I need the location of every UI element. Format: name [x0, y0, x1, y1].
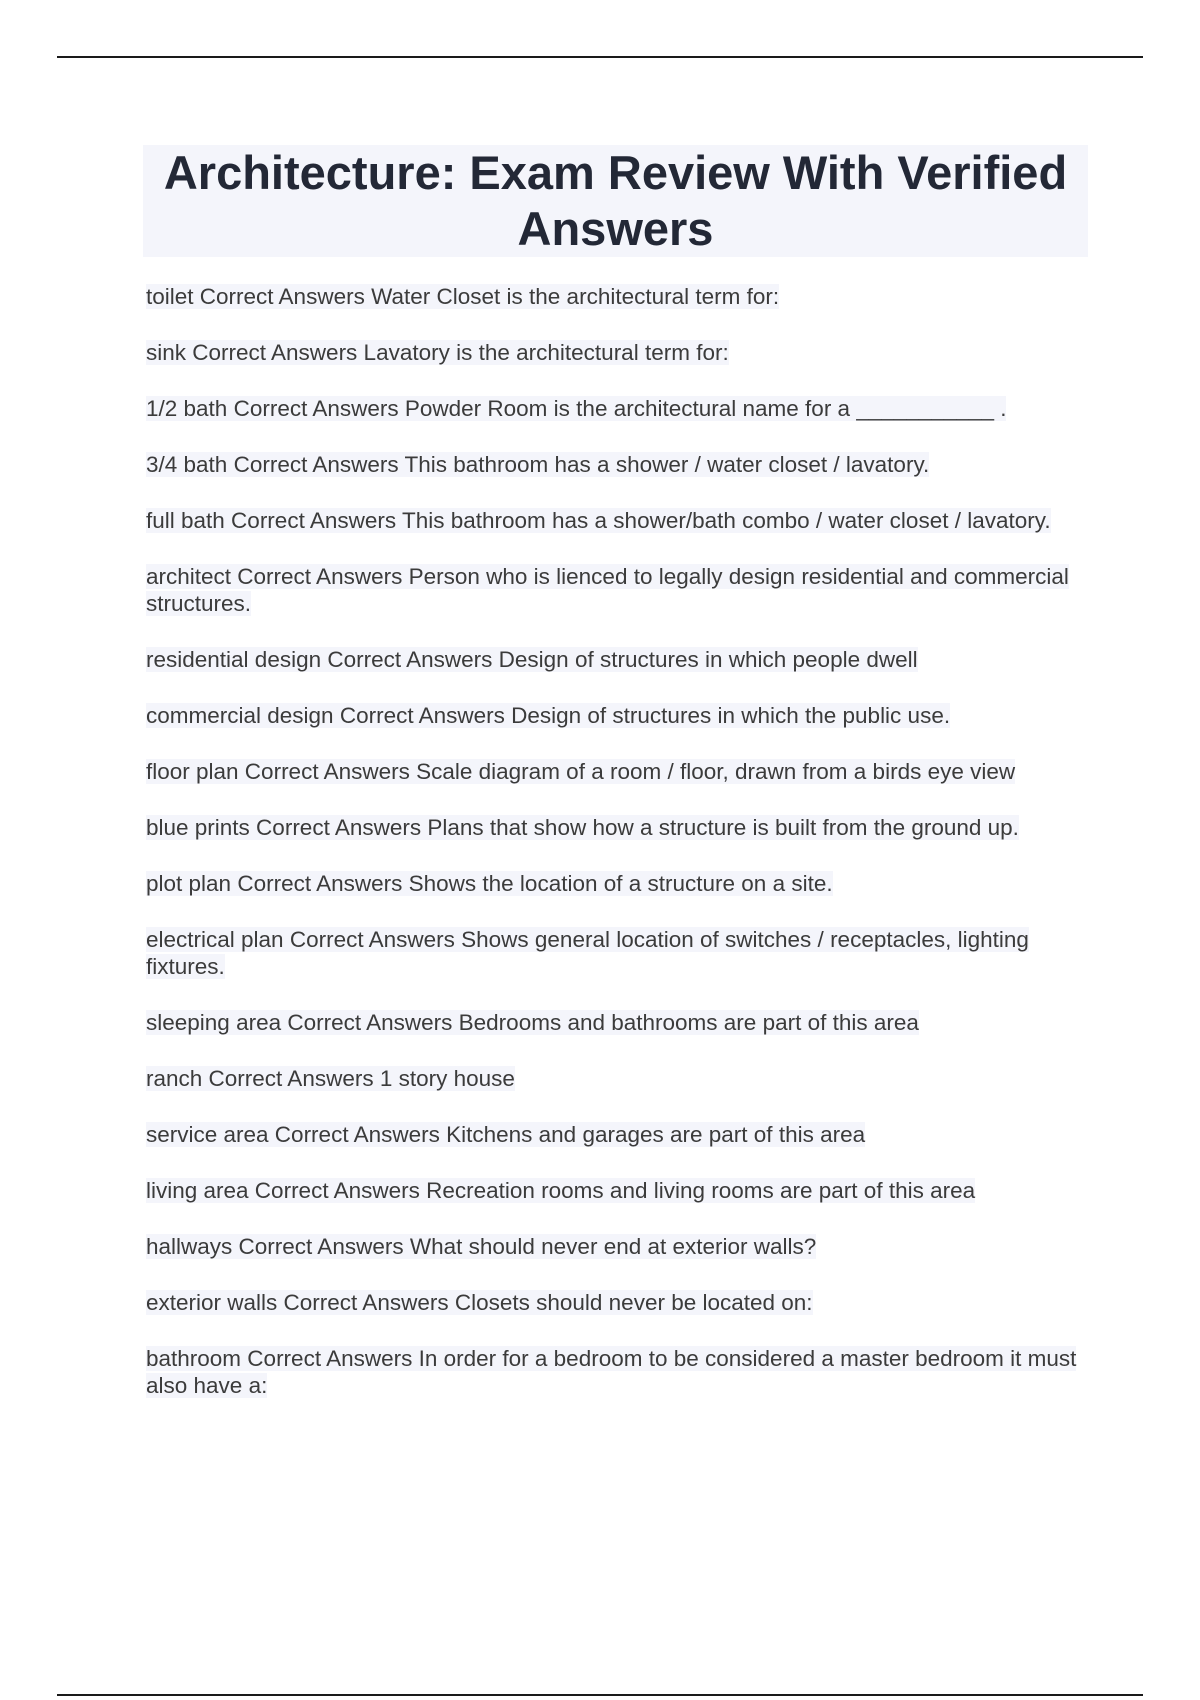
- qa-text: ranch Correct Answers 1 story house: [146, 1066, 515, 1091]
- qa-text: living area Correct Answers Recreation rooms and living rooms are part of this area: [146, 1178, 976, 1203]
- qa-item: [146, 1177, 1096, 1204]
- qa-item: [146, 926, 1096, 980]
- qa-item: [146, 1289, 1096, 1316]
- bottom-rule: [57, 1694, 1143, 1696]
- qa-item: [146, 451, 1096, 478]
- qa-item: [146, 1065, 1096, 1092]
- qa-item: [146, 1121, 1096, 1148]
- qa-text: architect Correct Answers Person who is lienced to legally design residential and commercial structures.: [146, 564, 1069, 616]
- qa-item: [146, 1233, 1096, 1260]
- document-title: Architecture: Exam Review With Verified Answers: [163, 146, 1068, 255]
- top-rule: [57, 56, 1143, 58]
- title-banner: [143, 145, 1088, 257]
- qa-item: [146, 339, 1096, 366]
- qa-item: [146, 395, 1096, 422]
- qa-text: sink Correct Answers Lavatory is the architectural term for:: [146, 340, 729, 365]
- qa-item: [146, 646, 1096, 673]
- qa-text: exterior walls Correct Answers Closets should never be located on:: [146, 1290, 813, 1315]
- qa-text: service area Correct Answers Kitchens and garages are part of this area: [146, 1122, 866, 1147]
- qa-text: 1/2 bath Correct Answers Powder Room is the architectural name for a ___________ .: [146, 396, 1007, 421]
- qa-text: toilet Correct Answers Water Closet is the architectural term for:: [146, 284, 780, 309]
- qa-item: [146, 507, 1096, 534]
- qa-item: [146, 702, 1096, 729]
- qa-text: commercial design Correct Answers Design of structures in which the public use.: [146, 703, 951, 728]
- qa-list: [146, 283, 1096, 1428]
- qa-item: [146, 758, 1096, 785]
- qa-item: [146, 563, 1096, 617]
- qa-item: [146, 1345, 1096, 1399]
- qa-item: [146, 870, 1096, 897]
- qa-text: floor plan Correct Answers Scale diagram of a room / floor, drawn from a birds eye view: [146, 759, 1016, 784]
- qa-text: electrical plan Correct Answers Shows general location of switches / receptacles, lighting fixtures.: [146, 927, 1029, 979]
- qa-item: [146, 814, 1096, 841]
- qa-text: blue prints Correct Answers Plans that show how a structure is built from the ground up.: [146, 815, 1019, 840]
- qa-text: sleeping area Correct Answers Bedrooms and bathrooms are part of this area: [146, 1010, 919, 1035]
- qa-text: 3/4 bath Correct Answers This bathroom has a shower / water closet / lavatory.: [146, 452, 930, 477]
- qa-text: residential design Correct Answers Design of structures in which people dwell: [146, 647, 918, 672]
- qa-text: plot plan Correct Answers Shows the location of a structure on a site.: [146, 871, 833, 896]
- qa-item: [146, 283, 1096, 310]
- qa-text: hallways Correct Answers What should never end at exterior walls?: [146, 1234, 817, 1259]
- qa-text: bathroom Correct Answers In order for a bedroom to be considered a master bedroom it must also have a:: [146, 1346, 1077, 1398]
- qa-item: [146, 1009, 1096, 1036]
- qa-text: full bath Correct Answers This bathroom has a shower/bath combo / water closet / lavatory.: [146, 508, 1051, 533]
